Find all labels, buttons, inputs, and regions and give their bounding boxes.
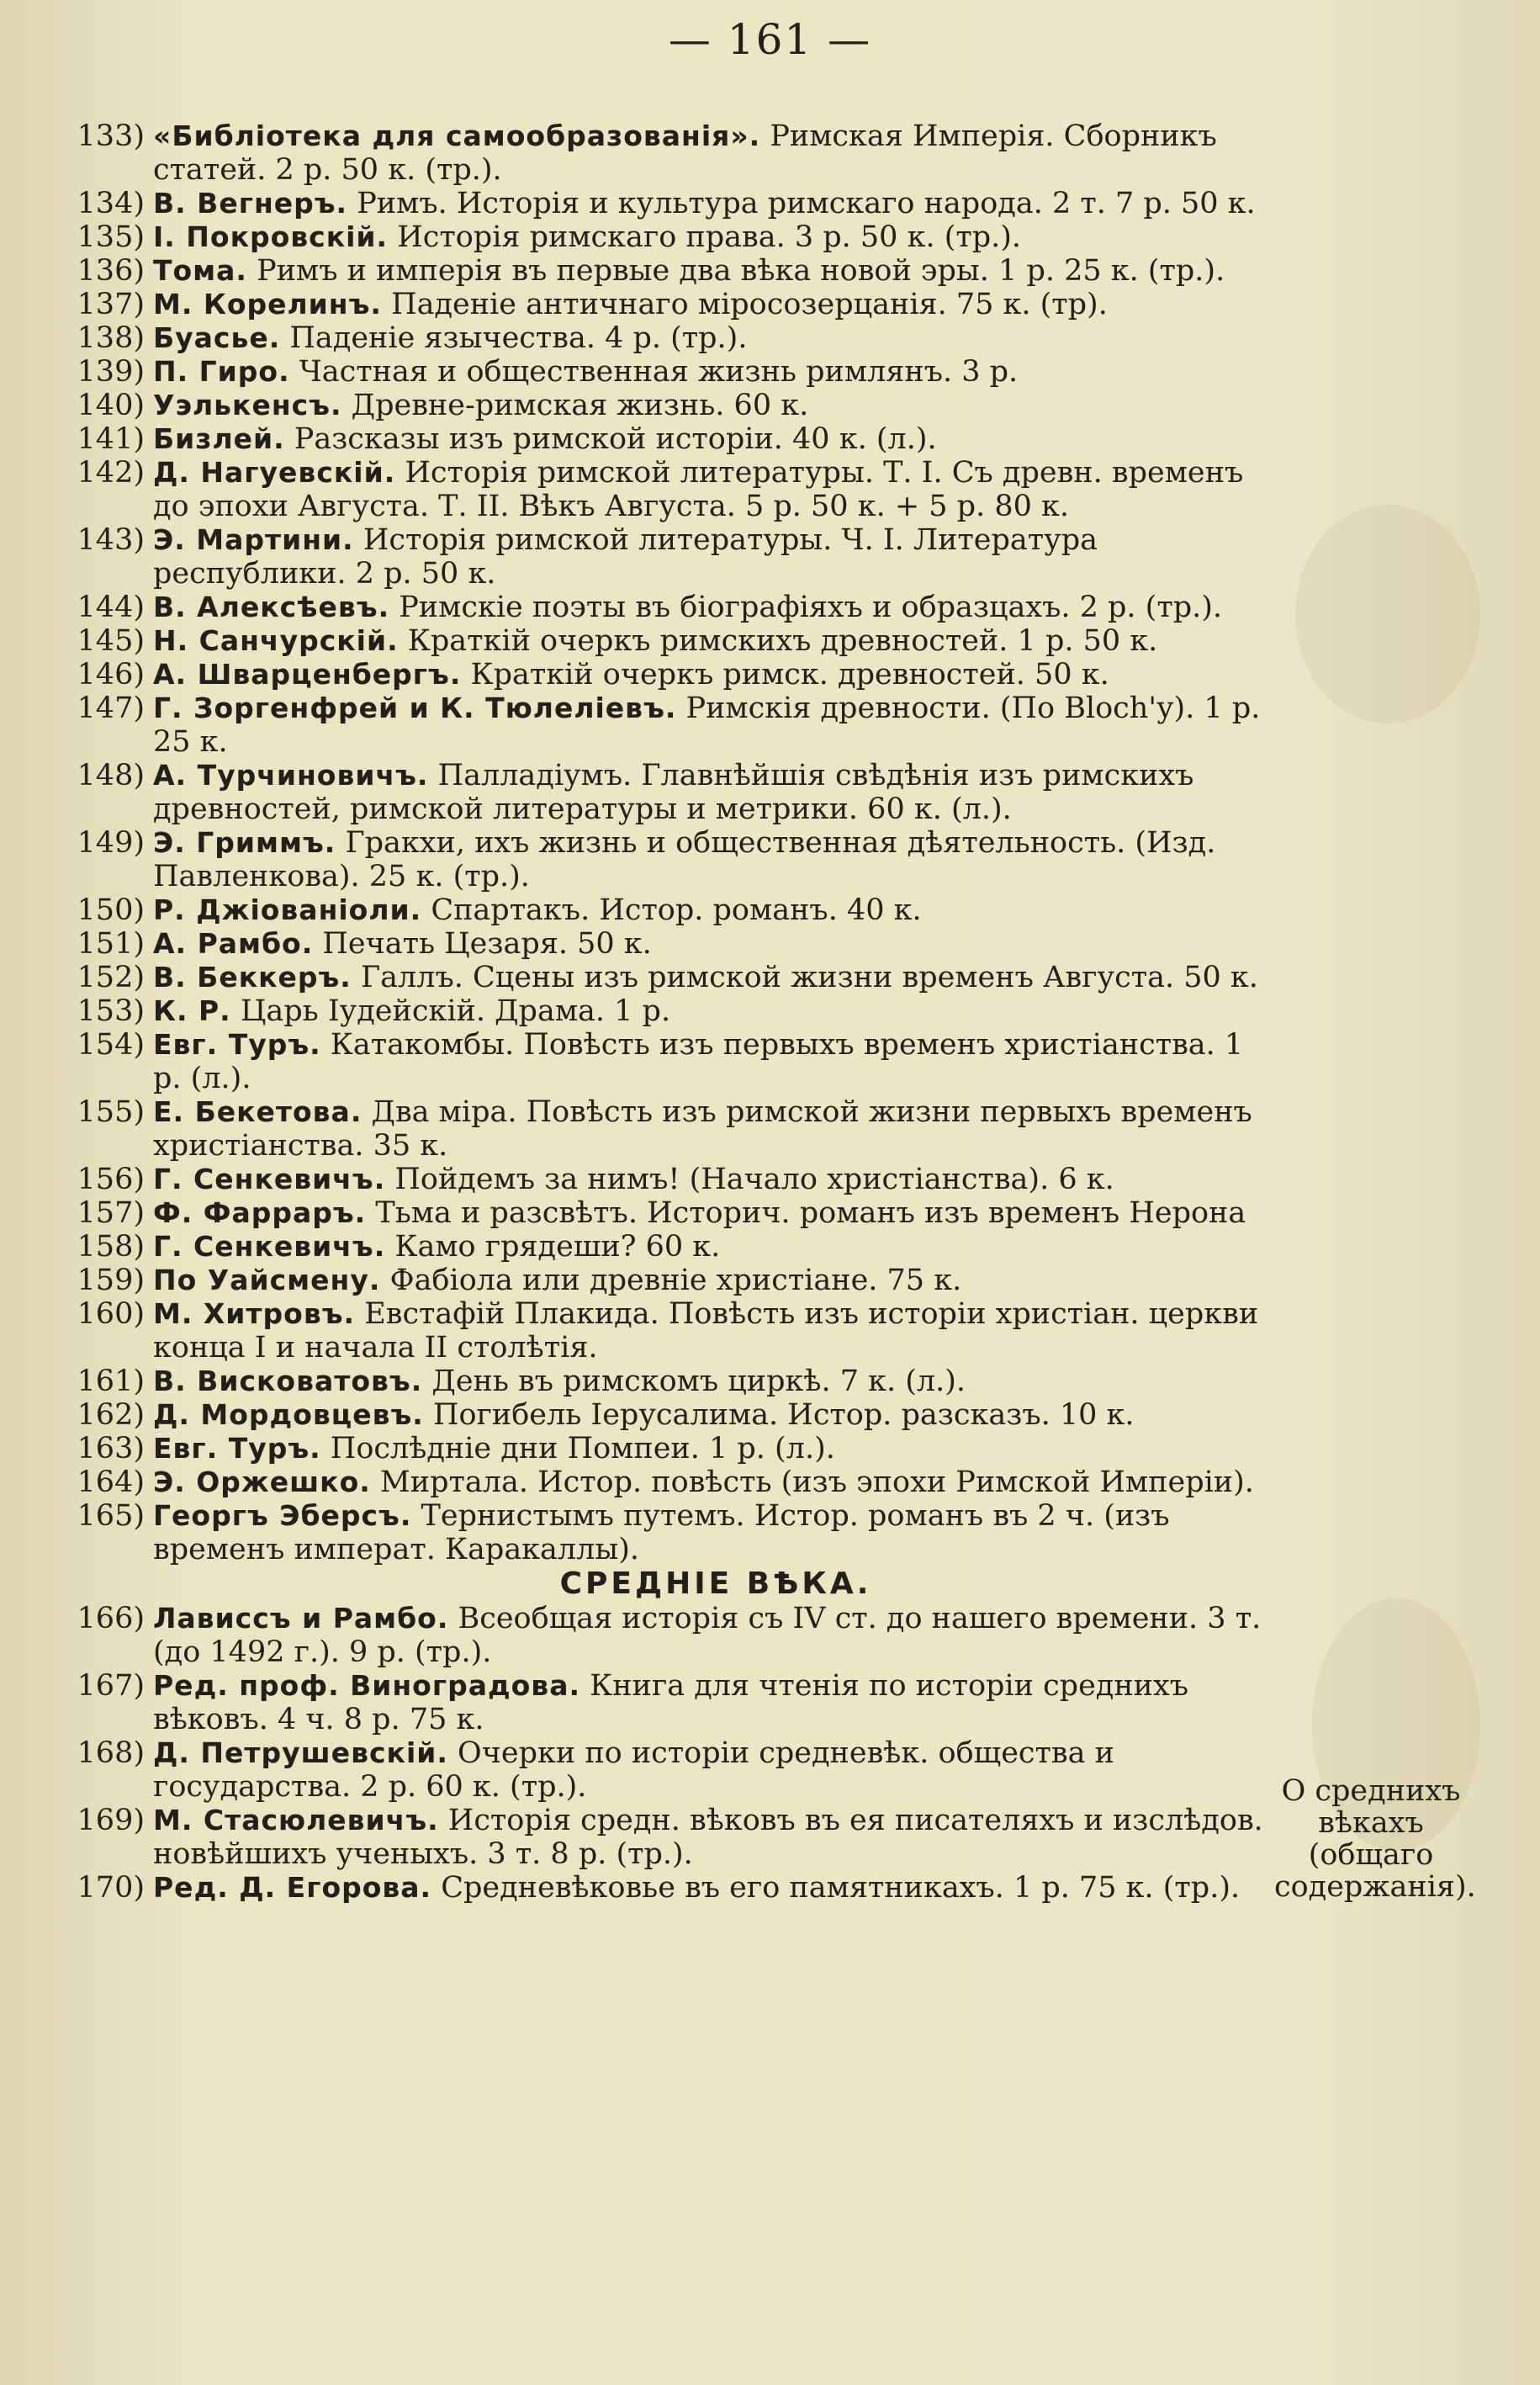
bibliography-entry (50, 1499, 1278, 1566)
bibliography-entry (50, 1602, 1278, 1669)
entry-number: 150) (77, 893, 145, 927)
entry-number: 133) (77, 119, 145, 153)
bibliography-entry (50, 456, 1278, 523)
entry-description: Книга для чтенія по исторіи среднихъ вѣковъ. 4 ч. 8 р. 75 к. (153, 1669, 1189, 1736)
entry-author: Евг. Туръ. (153, 1028, 321, 1061)
bibliography-entry (50, 1365, 1278, 1398)
entry-author: Лависсъ и Рамбо. (153, 1602, 449, 1635)
entry-description: Краткій очеркъ римск. древностей. 50 к. (461, 658, 1109, 692)
entry-number: 155) (77, 1095, 145, 1129)
entry-number: 141) (77, 422, 145, 456)
entry-number: 148) (77, 759, 145, 792)
entry-number: 145) (77, 624, 145, 658)
bibliography-entry (50, 422, 1278, 456)
entry-description: Погибель Іерусалима. Истор. разсказъ. 10 к. (423, 1398, 1135, 1432)
entry-number: 151) (77, 927, 145, 961)
entry-number: 153) (77, 994, 145, 1028)
entry-number: 138) (77, 321, 145, 355)
bibliography-entry (50, 1736, 1278, 1804)
entry-author: Д. Петрушевскій. (153, 1736, 448, 1769)
bibliography-entry (50, 692, 1278, 759)
entry-number: 160) (77, 1297, 145, 1331)
entry-number: 154) (77, 1028, 145, 1062)
bibliography-entry (50, 355, 1278, 389)
entry-author: В. Беккеръ. (153, 961, 352, 994)
entry-number: 136) (77, 254, 145, 288)
entry-description: Послѣдніе дни Помпеи. 1 р. (л.). (320, 1432, 835, 1465)
entry-number: 161) (77, 1365, 145, 1398)
entry-description: Камо грядеши? 60 к. (385, 1230, 721, 1264)
entry-description: Римъ и имперія въ первые два вѣка новой эры. 1 р. 25 к. (тр.). (246, 254, 1225, 288)
entry-description: Римскія древности. (По Bloch'у). 1 р. 25 к. (153, 692, 1261, 759)
entry-number: 152) (77, 961, 145, 994)
bibliography-entry (50, 1028, 1278, 1095)
entry-author: Ред. Д. Егорова. (153, 1871, 432, 1904)
bibliography-entry (50, 187, 1278, 220)
bibliography-entry (50, 1432, 1278, 1465)
entry-number: 134) (77, 187, 145, 220)
entry-number: 157) (77, 1196, 145, 1230)
entry-number: 168) (77, 1736, 145, 1770)
entry-author: Бизлей. (153, 422, 285, 455)
entry-description: Евстафій Плакида. Повѣсть изъ исторіи христіан. церкви конца I и начала II столѣтія. (153, 1297, 1259, 1365)
ancient-rome-entries (50, 119, 1278, 1566)
entry-description: Два міра. Повѣсть изъ римской жизни первыхъ временъ христіанства. 35 к. (153, 1095, 1252, 1163)
entry-description: Паденіе античнаго міросозерцанія. 75 к. (тр). (381, 288, 1108, 321)
bibliography-entry (50, 1871, 1278, 1905)
entry-description: Частная и общественная жизнь римлянъ. 3 р. (289, 355, 1019, 389)
bibliography-entry (50, 927, 1278, 961)
entry-description: Фабіола или древніе христіане. 75 к. (380, 1264, 962, 1297)
bibliography-entry (50, 119, 1278, 187)
bibliography-entry (50, 826, 1278, 893)
entry-author: Евг. Туръ. (153, 1432, 321, 1465)
entry-number: 156) (77, 1163, 145, 1196)
entry-description: Древне-римская жизнь. 60 к. (341, 389, 809, 422)
bibliography-entry (50, 389, 1278, 422)
entry-description: Галлъ. Сцены изъ римской жизни временъ Августа. 50 к. (351, 961, 1258, 994)
entry-description: День въ римскомъ циркѣ. 7 к. (л.). (422, 1365, 966, 1398)
page-number: — 161 — (668, 15, 872, 64)
entry-author: М. Корелинъ. (153, 288, 382, 321)
bibliography-entry (50, 1465, 1278, 1499)
entry-description: Исторія средн. вѣковъ въ ея писателяхъ и изслѣдов. новѣйшихъ ученыхъ. 3 т. 8 р. (тр.). (153, 1804, 1263, 1871)
entry-number: 158) (77, 1230, 145, 1264)
bibliography-entry (50, 288, 1278, 321)
entry-description: Римская Имперія. Сборникъ статей. 2 р. 50 к. (тр.). (153, 119, 1217, 187)
entry-description: Исторія римской литературы. Ч. I. Литература республики. 2 р. 50 к. (153, 523, 1098, 591)
entry-description: Гракхи, ихъ жизнь и общественная дѣятельность. (Изд. Павленкова). 25 к. (тр.). (153, 826, 1216, 893)
entry-author: М. Хитровъ. (153, 1297, 356, 1330)
entry-number: 162) (77, 1398, 145, 1432)
entry-author: В. Алексѣевъ. (153, 591, 390, 623)
bibliography-list (50, 119, 1278, 1905)
bibliography-entry (50, 321, 1278, 355)
entry-author: Ред. проф. Виноградова. (153, 1669, 580, 1702)
entry-author: Георгъ Эберсъ. (153, 1499, 412, 1532)
entry-description: Тернистымъ путемъ. Истор. романъ въ 2 ч. (изъ временъ императ. Каракаллы). (153, 1499, 1170, 1566)
entry-author: Е. Бекетова. (153, 1095, 363, 1128)
entry-number: 140) (77, 389, 145, 422)
entry-author: А. Турчиновичъ. (153, 759, 429, 792)
entry-author: Буасье. (153, 321, 281, 354)
entry-author: Ф. Фарраръ. (153, 1196, 367, 1229)
paper-stain (1295, 505, 1480, 723)
entry-description: Катакомбы. Повѣсть изъ первыхъ временъ христіанства. 1 р. (л.). (153, 1028, 1244, 1095)
entry-author: Н. Санчурскій. (153, 624, 399, 657)
entry-description: Исторія римской литературы. Т. I. Съ древн. временъ до эпохи Августа. Т. II. Вѣкъ Августа. 5 р. 50 к. + 5 р. 80 к. (153, 456, 1244, 523)
entry-description: Царь Іудейскій. Драма. 1 р. (230, 994, 671, 1028)
bibliography-entry (50, 1264, 1278, 1297)
entry-number: 142) (77, 456, 145, 490)
entry-number: 165) (77, 1499, 145, 1533)
bibliography-entry (50, 1669, 1278, 1736)
bibliography-entry (50, 624, 1278, 658)
entry-author: Э. Гриммъ. (153, 826, 336, 859)
entry-number: 147) (77, 692, 145, 725)
entry-number: 170) (77, 1871, 145, 1905)
entry-description: Разсказы изъ римской исторіи. 40 к. (л.). (284, 422, 937, 456)
section-heading: СРЕДНІЕ ВѢКА. (559, 1566, 872, 1601)
entry-author: Тома. (153, 254, 247, 287)
bibliography-entry (50, 1196, 1278, 1230)
entry-author: К. Р. (153, 994, 231, 1027)
entry-description: Исторія римскаго права. 3 р. 50 к. (тр.). (388, 220, 1022, 254)
entry-description: Очерки по исторіи средневѣк. общества и государства. 2 р. 60 к. (тр.). (153, 1736, 1114, 1804)
bibliography-entry (50, 1163, 1278, 1196)
middle-ages-entries (50, 1602, 1278, 1905)
side-note: О среднихъ вѣкахъ (общаго содержанія). (1274, 1774, 1476, 1904)
entry-author: Д. Нагуевскій. (153, 456, 396, 489)
entry-description: Краткій очеркъ римскихъ древностей. 1 р. 50 к. (398, 624, 1158, 658)
bibliography-entry (50, 658, 1278, 692)
bibliography-entry (50, 759, 1278, 826)
entry-description: Римъ. Исторія и культура римскаго народа. 2 т. 7 р. 50 к. (347, 187, 1256, 220)
entry-description: Пойдемъ за нимъ! (Начало христіанства). 6 к. (385, 1163, 1114, 1196)
entry-number: 163) (77, 1432, 145, 1465)
bibliography-entry (50, 254, 1278, 288)
entry-author: В. Висковатовъ. (153, 1365, 423, 1397)
entry-author: П. Гиро. (153, 355, 290, 388)
entry-author: Г. Зоргенфрей и К. Тюлеліевъ. (153, 692, 677, 724)
entry-author: Р. Джіованіоли. (153, 893, 422, 926)
bibliography-entry (50, 961, 1278, 994)
entry-author: Г. Сенкевичъ. (153, 1163, 386, 1195)
entry-number: 135) (77, 220, 145, 254)
entry-number: 143) (77, 523, 145, 557)
entry-number: 164) (77, 1465, 145, 1499)
entry-author: По Уайсмену. (153, 1264, 381, 1296)
entry-number: 166) (77, 1602, 145, 1635)
entry-description: Всеобщая исторія съ IV ст. до нашего времени. 3 т. (до 1492 г.). 9 р. (тр.). (153, 1602, 1262, 1669)
entry-author: Г. Сенкевичъ. (153, 1230, 386, 1263)
entry-number: 146) (77, 658, 145, 692)
entry-author: «Библіотека для самообразованія». (153, 119, 761, 152)
entry-author: А. Шварценбергъ. (153, 658, 462, 691)
entry-description: Римскіе поэты въ біографіяхъ и образцахъ. 2 р. (тр.). (389, 591, 1223, 624)
entry-author: В. Вегнеръ. (153, 187, 348, 220)
entry-description: Паденіе язычества. 4 р. (тр.). (280, 321, 748, 355)
bibliography-entry (50, 994, 1278, 1028)
bibliography-entry (50, 893, 1278, 927)
bibliography-entry (50, 220, 1278, 254)
bibliography-entry (50, 1230, 1278, 1264)
entry-author: Э. Мартини. (153, 523, 354, 556)
entry-number: 144) (77, 591, 145, 624)
entry-description: Средневѣковье въ его памятникахъ. 1 р. 75 к. (тр.). (431, 1871, 1241, 1905)
entry-number: 159) (77, 1264, 145, 1297)
entry-author: Уэлькенсъ. (153, 389, 342, 421)
entry-author: М. Стасюлевичъ. (153, 1804, 439, 1836)
entry-number: 139) (77, 355, 145, 389)
bibliography-entry (50, 523, 1278, 591)
entry-author: Д. Мордовцевъ. (153, 1398, 424, 1431)
bibliography-entry (50, 1804, 1278, 1871)
entry-number: 169) (77, 1804, 145, 1837)
bibliography-entry (50, 1095, 1278, 1163)
entry-description: Тьма и разсвѣтъ. Историч. романъ изъ временъ Нерона (366, 1196, 1246, 1230)
entry-author: Э. Оржешко. (153, 1465, 371, 1498)
entry-number: 137) (77, 288, 145, 321)
bibliography-entry (50, 1297, 1278, 1365)
bibliography-entry (50, 591, 1278, 624)
entry-description: Палладіумъ. Главнѣйшія свѣдѣнія изъ римскихъ древностей, римской литературы и метрики. 60 к. (л.). (153, 759, 1194, 826)
entry-number: 149) (77, 826, 145, 860)
bibliography-entry (50, 1398, 1278, 1432)
entry-author: І. Покровскій. (153, 220, 389, 253)
entry-number: 167) (77, 1669, 145, 1703)
entry-description: Миртала. Истор. повѣсть (изъ эпохи Римской Имперіи). (370, 1465, 1254, 1499)
entry-description: Печать Цезаря. 50 к. (313, 927, 652, 961)
entry-description: Спартакъ. Истор. романъ. 40 к. (421, 893, 922, 927)
entry-author: А. Рамбо. (153, 927, 314, 960)
